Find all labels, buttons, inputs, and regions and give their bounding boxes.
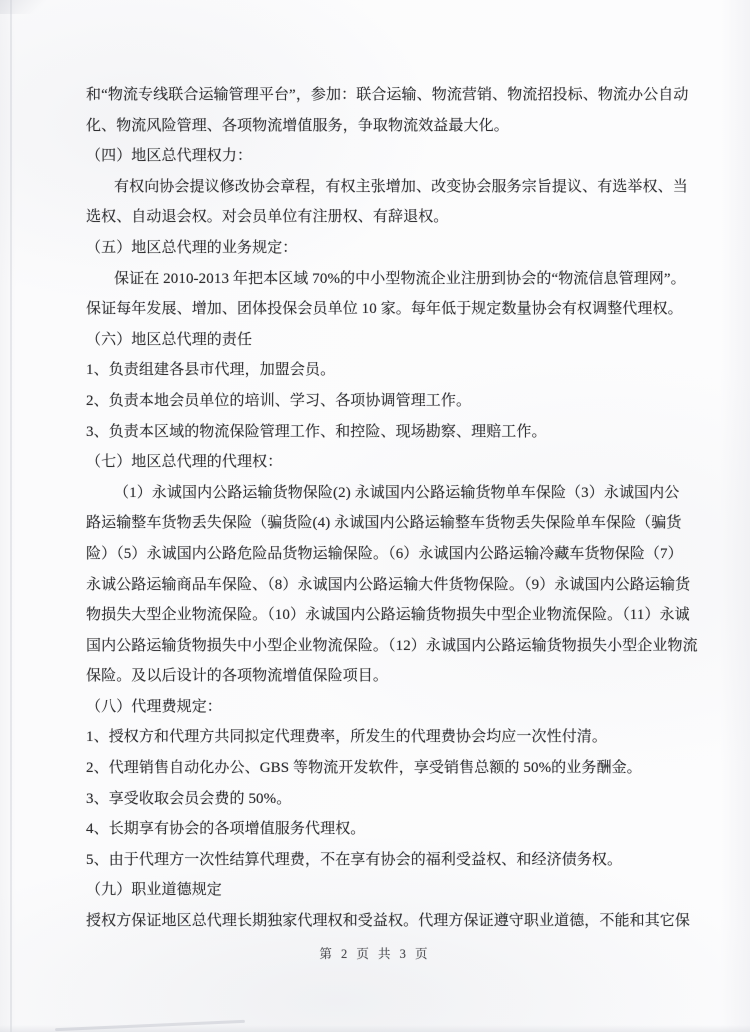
list-item: 1、负责组建各县市代理，加盟会员。 (86, 362, 336, 379)
text-line: 选权、自动退会权。对会员单位有注册权、有辞退权。 (86, 209, 449, 226)
text-line: 永诚公路运输商品车保险、（8）永诚国内公路运输大件货物保险。（9）永诚国内公路运输货 (86, 576, 691, 593)
text-line: （1）永诚国内公路运输货物保险(2) 永诚国内公路运输货物单车保险（3）永诚国内公 (114, 484, 680, 501)
scan-corner-shadow (0, 0, 46, 14)
section-heading: （七）地区总代理的代理权： (86, 454, 283, 471)
list-item: 1、授权方和代理方共同拟定代理费率，所发生的代理费协会均应一次性付清。 (86, 729, 608, 746)
list-item: 2、代理销售自动化办公、GBS 等物流开发软件，享受销售总额的 50%的业务酬金。 (86, 760, 642, 777)
list-item: 3、负责本区域的物流保险管理工作、和控险、现场勘察、理赔工作。 (86, 423, 547, 440)
text-line: 和“物流专线联合运输管理平台”，参加：联合运输、物流营销、物流招投标、物流办公自动 (86, 87, 689, 103)
section-heading: （八）代理费规定： (86, 698, 222, 715)
list-item: 5、由于代理方一次性结算代理费，不在享有协会的福利受益权、和经济债务权。 (86, 851, 623, 868)
section-heading: （九）职业道德规定 (86, 882, 222, 899)
list-item: 3、享受收取会员会费的 50%。 (86, 790, 292, 807)
text-line: 有权向协会提议修改协会章程，有权主张增加、改变协会服务宗旨提议、有选举权、当 (114, 178, 688, 195)
list-item: 2、负责本地会员单位的培训、学习、各项协调管理工作。 (86, 392, 472, 409)
document-body (86, 80, 698, 937)
section-heading: （四）地区总代理权力： (86, 148, 253, 165)
text-line: 化、物流风险管理、各项物流增值服务，争取物流效益最大化。 (86, 117, 509, 134)
text-line: 路运输整车货物丢失保险（骗货险(4) 永诚国内公路运输整车货物丢失保险单车保险（骗货 (86, 515, 682, 532)
text-line: 保证在 2010-2013 年把本区域 70%的中小型物流企业注册到协会的“物流信息管理网”。 (114, 270, 686, 287)
text-line: 授权方保证地区总代理长期独家代理权和受益权。代理方保证遵守职业道德，不能和其它保 (86, 913, 691, 930)
section-heading: （五）地区总代理的业务规定： (86, 239, 298, 256)
text-line: 国内公路运输货物损失中小型企业物流保险。（12）永诚国内公路运输货物损失小型企业物流 (86, 637, 698, 654)
text-line: 保证每年发展、增加、团体投保会员单位 10 家。每年低于规定数量协会有权调整代理权。 (86, 301, 683, 318)
page-number: 第 2 页 共 3 页 (319, 947, 431, 961)
text-line: 保险。及以后设计的各项物流增值保险项目。 (86, 668, 389, 685)
text-line: 险）（5）永诚国内公路危险品货物运输保险。（6）永诚国内公路运输冷藏车货物保险（7） (86, 545, 683, 562)
section-heading: （六）地区总代理的责任 (86, 331, 253, 348)
list-item: 4、长期享有协会的各项增值服务代理权。 (86, 821, 366, 838)
text-line: 物损失大型企业物流保险。（10）永诚国内公路运输货物损失中型企业物流保险。（11）永诚 (86, 607, 690, 624)
scan-edge-line (10, 0, 12, 1032)
